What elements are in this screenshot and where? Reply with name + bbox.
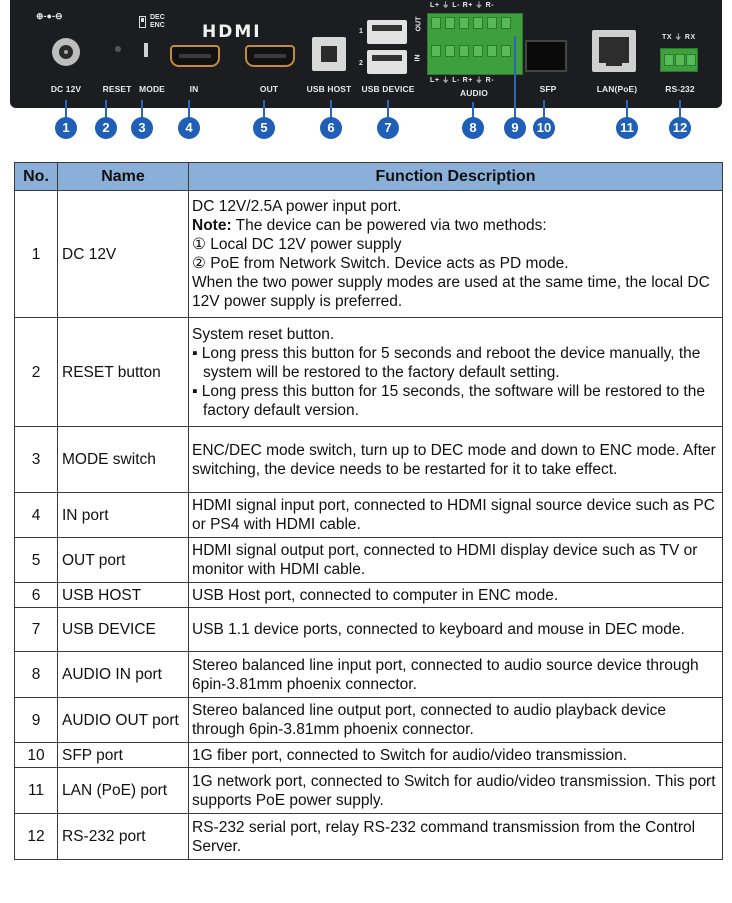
row-number: 11 <box>15 768 58 814</box>
terminal-pin <box>675 54 685 66</box>
lan-port <box>592 30 636 72</box>
table-row <box>15 427 723 493</box>
mode-switch-icon <box>139 16 146 28</box>
row-description: 1G fiber port, connected to Switch for audio/video transmission. <box>189 743 723 768</box>
callout-badge: 10 <box>533 117 555 139</box>
callout-badge: 7 <box>377 117 399 139</box>
callout-stem <box>188 100 190 118</box>
callout-badge: 2 <box>95 117 117 139</box>
callout-badge: 5 <box>253 117 275 139</box>
row-number: 2 <box>15 318 58 427</box>
bullet-line: ▪ Long press this button for 5 seconds and reboot the device manually, the system will be restored to the factory default setting. <box>192 344 701 381</box>
callout-stem <box>472 102 474 118</box>
table-row <box>15 583 723 608</box>
row-number: 3 <box>15 427 58 493</box>
terminal-pin <box>487 45 497 57</box>
callout-stem <box>141 100 143 118</box>
callout-stem <box>626 100 628 118</box>
row-description <box>189 318 723 427</box>
row-description: USB Host port, connected to computer in ENC mode. <box>189 583 723 608</box>
callout-stem <box>105 100 107 118</box>
callout-badge: 4 <box>178 117 200 139</box>
label-sfp: SFP <box>539 84 557 94</box>
row-number: 4 <box>15 493 58 538</box>
usb-port-2-label: 2 <box>359 60 363 67</box>
usb-a-port-1 <box>367 20 407 44</box>
description-line: DC 12V/2.5A power input port. <box>192 198 402 215</box>
terminal-pin <box>664 54 674 66</box>
row-name: SFP port <box>58 743 189 768</box>
label-usb-device: USB DEVICE <box>361 84 415 94</box>
table-row <box>15 318 723 427</box>
header-description: Function Description <box>189 163 723 191</box>
row-description: Stereo balanced line input port, connected to audio source device through 6pin-3.81mm phoenix connector. <box>189 652 723 698</box>
callout-badge: 3 <box>131 117 153 139</box>
usb-b-port <box>312 37 346 71</box>
usb-port-1-label: 1 <box>359 28 363 35</box>
audio-in-label: IN <box>414 54 422 62</box>
sfp-port <box>525 40 567 72</box>
row-description: HDMI signal input port, connected to HDMI signal source device such as PC or PS4 with HDMI cable. <box>189 493 723 538</box>
terminal-pin <box>501 17 511 29</box>
row-name: IN port <box>58 493 189 538</box>
row-name: MODE switch <box>58 427 189 493</box>
usb-a-port-2 <box>367 50 407 74</box>
label-out: OUT <box>259 84 279 94</box>
row-number: 9 <box>15 698 58 743</box>
row-number: 12 <box>15 814 58 860</box>
function-table <box>14 162 723 860</box>
callout-stem <box>679 100 681 118</box>
row-number: 8 <box>15 652 58 698</box>
device-rear-panel <box>10 0 722 108</box>
terminal-pin <box>487 17 497 29</box>
row-description: HDMI signal output port, connected to HDMI display device such as TV or monitor with HDMI cable. <box>189 538 723 583</box>
row-description: Stereo balanced line output port, connected to audio playback device through 6pin-3.81mm phoenix connector. <box>189 698 723 743</box>
hdmi-logo: HDMI <box>202 22 262 42</box>
reset-hole <box>115 46 121 52</box>
callout-badge: 6 <box>320 117 342 139</box>
bullet-line: ▪ Long press this button for 15 seconds, the software will be restored to the factory default version. <box>192 382 705 419</box>
table-row <box>15 768 723 814</box>
header-no: No. <box>15 163 58 191</box>
audio-pins-top: L+ ⏚ L- R+ ⏚ R- <box>430 2 495 9</box>
callout-stem <box>387 100 389 118</box>
description-line: ② PoE from Network Switch. Device acts as PD mode. <box>192 255 569 272</box>
terminal-pin <box>686 54 696 66</box>
rs232-pins-label: TX ⏚ RX <box>662 34 696 41</box>
terminal-pin <box>459 45 469 57</box>
callout-stem <box>514 36 516 118</box>
callout-stem <box>65 100 67 118</box>
table-row <box>15 814 723 860</box>
table-row <box>15 698 723 743</box>
hdmi-out-port <box>245 45 295 67</box>
label-enc: ENC <box>150 22 165 29</box>
terminal-pin <box>445 17 455 29</box>
row-description: 1G network port, connected to Switch for audio/video transmission. This port supports PoE power supply. <box>189 768 723 814</box>
row-name: RS-232 port <box>58 814 189 860</box>
row-description: USB 1.1 device ports, connected to keyboard and mouse in DEC mode. <box>189 608 723 652</box>
table-header-row <box>15 163 723 191</box>
callout-stem <box>330 100 332 118</box>
label-mode: MODE <box>139 84 165 94</box>
callout-stem <box>263 100 265 118</box>
table-row <box>15 608 723 652</box>
row-description: RS-232 serial port, relay RS-232 command transmission from the Control Server. <box>189 814 723 860</box>
terminal-pin <box>431 17 441 29</box>
terminal-pin <box>459 17 469 29</box>
terminal-pin <box>473 17 483 29</box>
callout-stem <box>543 100 545 118</box>
callout-badge: 12 <box>669 117 691 139</box>
row-number: 5 <box>15 538 58 583</box>
terminal-pin <box>445 45 455 57</box>
row-number: 7 <box>15 608 58 652</box>
row-name: AUDIO IN port <box>58 652 189 698</box>
label-lan: LAN(PoE) <box>596 84 638 94</box>
hdmi-in-port <box>170 45 220 67</box>
description-line: System reset button. <box>192 325 335 343</box>
dc-power-jack <box>52 38 80 66</box>
description-line: When the two power supply modes are used at the same time, the local DC 12V power supply is preferred. <box>192 274 710 310</box>
label-dc: DC 12V <box>50 84 82 94</box>
table-row <box>15 493 723 538</box>
audio-pins-bottom: L+ ⏚ L- R+ ⏚ R- <box>430 77 495 84</box>
label-usb-host: USB HOST <box>306 84 352 94</box>
row-name: USB HOST <box>58 583 189 608</box>
row-number: 10 <box>15 743 58 768</box>
row-description <box>189 191 723 318</box>
audio-out-label: OUT <box>415 16 423 32</box>
note-text: The device can be powered via two methods: <box>231 217 547 234</box>
table-row <box>15 652 723 698</box>
label-reset: RESET <box>102 84 132 94</box>
row-description: ENC/DEC mode switch, turn up to DEC mode and down to ENC mode. After switching, the device needs to be restarted for it to take effect. <box>189 427 723 493</box>
callout-badge: 1 <box>55 117 77 139</box>
label-in: IN <box>189 84 199 94</box>
row-name: OUT port <box>58 538 189 583</box>
label-dec: DEC <box>150 14 165 21</box>
table-row <box>15 743 723 768</box>
row-name: LAN (PoE) port <box>58 768 189 814</box>
callout-badge: 8 <box>462 117 484 139</box>
row-number: 6 <box>15 583 58 608</box>
row-name: DC 12V <box>58 191 189 318</box>
terminal-pin <box>501 45 511 57</box>
header-name: Name <box>58 163 189 191</box>
polarity-symbol: ⊕-●-⊖ <box>36 11 63 21</box>
callout-badge: 9 <box>504 117 526 139</box>
row-name: USB DEVICE <box>58 608 189 652</box>
terminal-pin <box>473 45 483 57</box>
description-line: ① Local DC 12V power supply <box>192 236 402 253</box>
terminal-pin <box>431 45 441 57</box>
mode-switch <box>144 43 148 57</box>
table-row <box>15 538 723 583</box>
note-label: Note: <box>192 217 232 234</box>
label-rs232: RS-232 <box>665 84 695 94</box>
callout-badge: 11 <box>616 117 638 139</box>
table-row <box>15 191 723 318</box>
row-number: 1 <box>15 191 58 318</box>
row-name: AUDIO OUT port <box>58 698 189 743</box>
note-line <box>192 216 719 235</box>
row-name: RESET button <box>58 318 189 427</box>
label-audio: AUDIO <box>460 88 488 98</box>
